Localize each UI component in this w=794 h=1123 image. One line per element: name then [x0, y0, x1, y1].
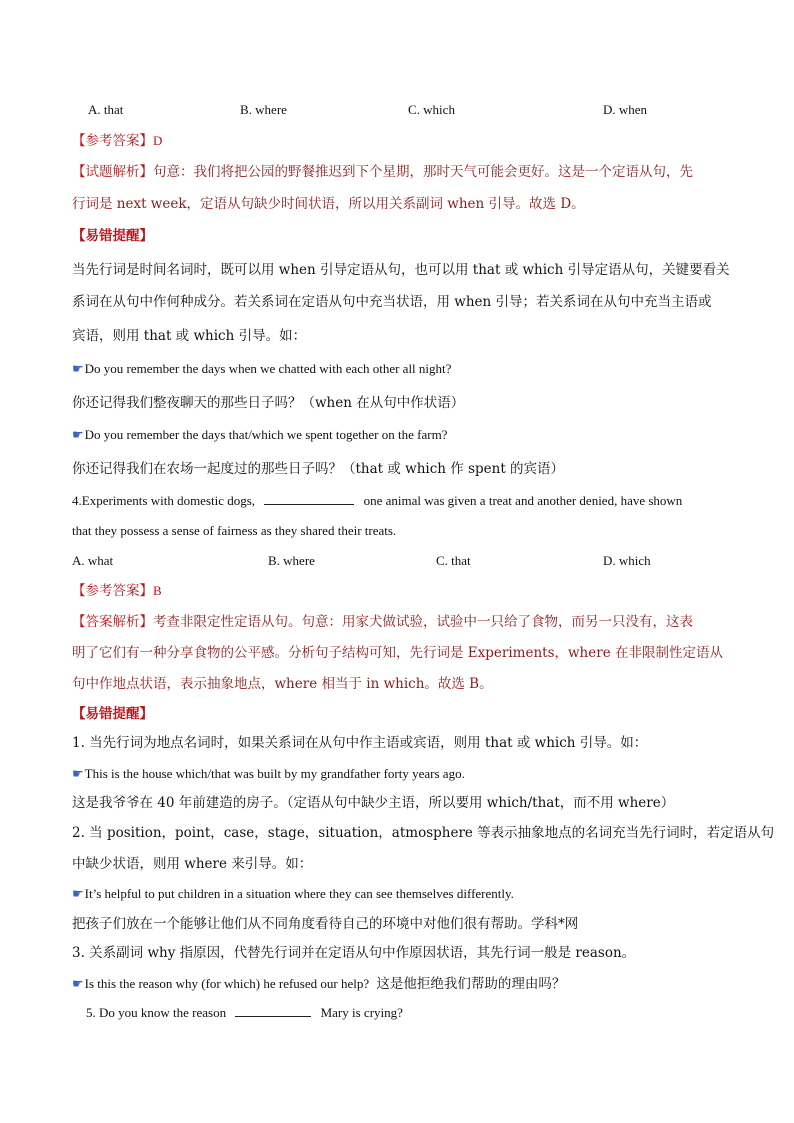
q5-stem — [86, 1004, 403, 1022]
q4-tip1: 1. 当先行词为地点名词时，如果关系词在从句中作主语或宾语，则用 that 或 which 引导。如： — [72, 735, 648, 751]
answer-tag: 【参考答案】 — [72, 583, 153, 599]
q4-tip2-line1: 2. 当 position，point，case，stage，situation，atmosphere 等表示抽象地点的名词充当先行词时，若定语从句 — [72, 825, 775, 841]
q4-tip1-translation: 这是我爷爷在 40 年前建造的房子。（定语从句中缺少主语，所以要用 which/that，而不用 where） — [72, 795, 675, 811]
q4-tip3-example — [72, 975, 565, 993]
example-sentence: It’s helpful to put children in a situation where they can see themselves differently. — [84, 886, 514, 901]
answer-tag: 【参考答案】 — [72, 133, 153, 149]
q4-stem-line1 — [72, 492, 682, 510]
q4-option-d: D. which — [603, 553, 651, 568]
pointing-hand-icon: ☛ — [72, 886, 84, 901]
q4-tip-heading: 【易错提醒】 — [72, 706, 153, 722]
stem-text: 5. Do you know the reason — [86, 1005, 227, 1020]
stem-text: Mary is crying? — [320, 1005, 403, 1020]
stem-text: 4.Experiments with domestic dogs, — [72, 493, 256, 508]
q4-tip1-example — [72, 765, 465, 783]
q4-tip2-line2: 中缺少状语，则用 where 来引导。如： — [72, 856, 313, 872]
q3-example1 — [72, 360, 451, 378]
answer-value: B — [153, 583, 162, 598]
q4-analysis-line3: 句中作地点状语，表示抽象地点，where 相当于 in which。故选 B。 — [72, 676, 493, 692]
stem-text: one animal was given a treat and another denied, have shown — [363, 493, 683, 508]
example-sentence: This is the house which/that was built by my grandfather forty years ago. — [84, 766, 465, 781]
q3-example2-translation: 你还记得我们在农场一起度过的那些日子吗？（that 或 which 作 spent 的宾语） — [72, 461, 565, 477]
q4-tip2-example — [72, 885, 514, 903]
example-sentence: Do you remember the days that/which we spent together on the farm? — [84, 427, 448, 442]
q3-option-c: C. which — [408, 102, 455, 117]
q3-option-b: B. where — [240, 102, 287, 117]
q3-example2 — [72, 426, 447, 444]
pointing-hand-icon: ☛ — [72, 766, 84, 781]
pointing-hand-icon: ☛ — [72, 361, 84, 376]
q4-analysis-line1 — [72, 613, 693, 631]
analysis-tag: 【答案解析】 — [72, 614, 153, 630]
example-sentence: Is this the reason why (for which) he refused our help? — [84, 976, 370, 991]
q4-option-c: C. that — [436, 553, 471, 568]
q4-option-b: B. where — [268, 553, 315, 568]
q3-tip-line2: 系词在从句中作何种成分。若关系词在定语从句中充当状语，用 when 引导；若关系词在从句中充当主语或 — [72, 294, 712, 310]
analysis-text: 考查非限定性定语从句。句意：用家犬做试验，试验中一只给了食物，而另一只没有，这表 — [153, 614, 693, 630]
analysis-text: 句意：我们将把公园的野餐推迟到下个星期，那时天气可能会更好。这是一个定语从句，先 — [153, 164, 693, 180]
example-sentence: Do you remember the days when we chatted with each other all night? — [84, 361, 452, 376]
pointing-hand-icon: ☛ — [72, 976, 84, 991]
analysis-tag: 【试题解析】 — [72, 164, 153, 180]
example-translation: 这是他拒绝我们帮助的理由吗？ — [376, 976, 566, 992]
q3-tip-heading: 【易错提醒】 — [72, 228, 153, 244]
q3-example1-translation: 你还记得我们整夜聊天的那些日子吗？（when 在从句中作状语） — [72, 395, 465, 411]
q3-answer — [72, 132, 162, 150]
q3-tip-line3: 宾语，则用 that 或 which 引导。如： — [72, 328, 307, 344]
q3-analysis-line2: 行词是 next week，定语从句缺少时间状语，所以用关系副词 when 引导。故选 D。 — [72, 196, 585, 212]
q4-stem-line2: that they possess a sense of fairness as they shared their treats. — [72, 523, 397, 538]
q4-tip3: 3. 关系副词 why 指原因，代替先行词并在定语从句中作原因状语，其先行词一般是 reason。 — [72, 945, 636, 961]
q4-answer — [72, 582, 162, 600]
q3-option-a: A. that — [88, 102, 124, 117]
q4-analysis-line2: 明了它们有一种分享食物的公平感。分析句子结构可知，先行词是 Experiments，where 在非限制性定语从 — [72, 645, 723, 661]
q4-option-a: A. what — [72, 553, 114, 568]
answer-blank — [264, 492, 354, 505]
pointing-hand-icon: ☛ — [72, 427, 84, 442]
answer-value: D — [153, 133, 163, 148]
q3-analysis-line1 — [72, 163, 693, 181]
q4-tip2-translation: 把孩子们放在一个能够让他们从不同角度看待自己的环境中对他们很有帮助。学科*网 — [72, 916, 579, 932]
answer-blank — [235, 1004, 311, 1017]
q3-option-d: D. when — [603, 102, 648, 117]
q3-tip-line1: 当先行词是时间名词时，既可以用 when 引导定语从句，也可以用 that 或 which 引导定语从句，关键要看关 — [72, 262, 730, 278]
